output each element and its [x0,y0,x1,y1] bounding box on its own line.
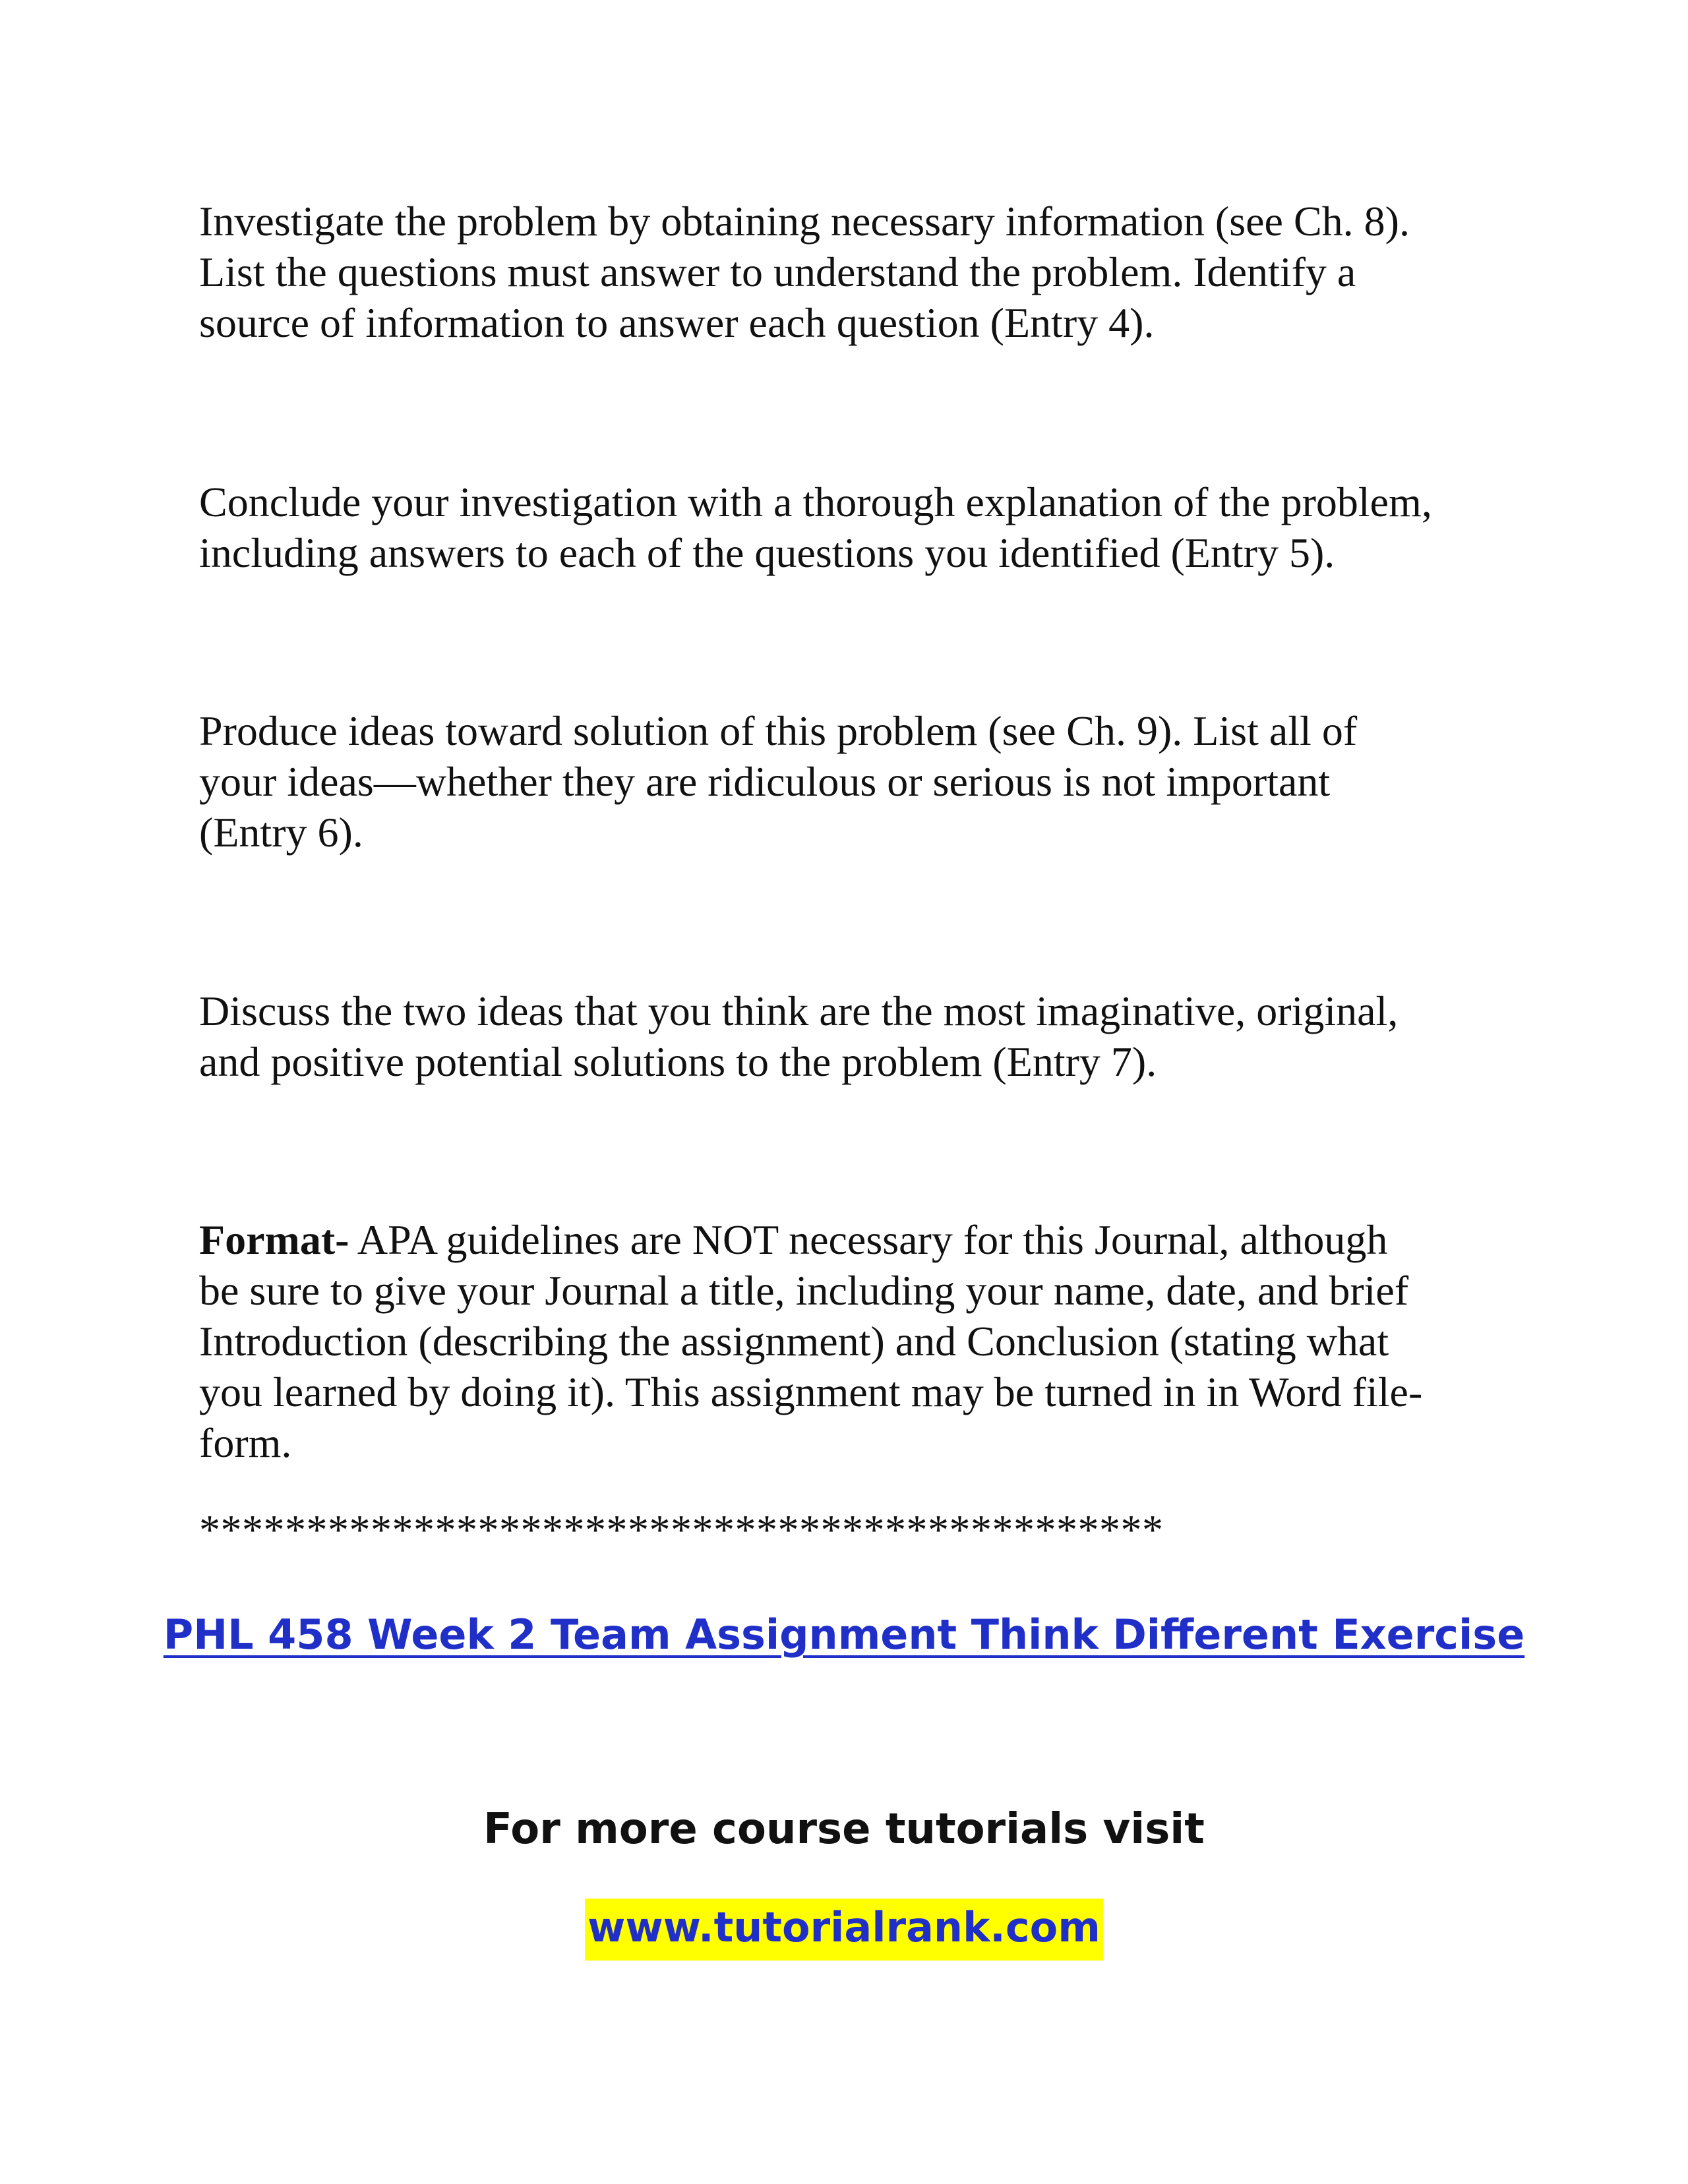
separator-stars: ********************************************* [199,1506,1164,1553]
text-line: including answers to each of the questions you identified (Entry 5). [199,529,1335,576]
paragraph-discuss [199,986,1518,1087]
text-line: form. [199,1419,292,1466]
paragraph-produce-ideas [199,705,1518,858]
format-label: Format- [199,1216,349,1263]
website-url-link[interactable]: www.tutorialrank.com [585,1899,1103,1961]
text-line: (Entry 6). [199,809,363,856]
format-line-rest: APA guidelines are NOT necessary for this Journal, although [349,1216,1388,1263]
text-line: Produce ideas toward solution of this problem (see Ch. 9). List all of [199,707,1358,754]
text-line: List the questions must answer to understand the problem. Identify a [199,249,1356,295]
website-url-block [0,1899,1688,1961]
text-line: and positive potential solutions to the problem (Entry 7). [199,1038,1157,1085]
paragraph-format [199,1214,1518,1468]
course-link[interactable]: PHL 458 Week 2 Team Assignment Think Different Exercise [163,1610,1525,1659]
text-line: Investigate the problem by obtaining necessary information (see Ch. 8). [199,198,1410,245]
text-line: Conclude your investigation with a thorough explanation of the problem, [199,479,1432,525]
paragraph-investigate [199,196,1518,348]
text-line: your ideas—whether they are ridiculous or serious is not important [199,758,1331,805]
visit-text: For more course tutorials visit [483,1805,1205,1854]
course-link-heading [0,1608,1688,1661]
paragraph-conclude [199,477,1518,578]
text-line [199,1214,1518,1265]
text-line: Introduction (describing the assignment) and Conclusion (stating what [199,1318,1389,1365]
text-line: Discuss the two ideas that you think are the most imaginative, original, [199,988,1399,1034]
text-line: be sure to give your Journal a title, including your name, date, and brief [199,1267,1409,1314]
text-line: source of information to answer each question (Entry 4). [199,299,1155,346]
text-line: you learned by doing it). This assignment may be turned in in Word file- [199,1369,1423,1415]
